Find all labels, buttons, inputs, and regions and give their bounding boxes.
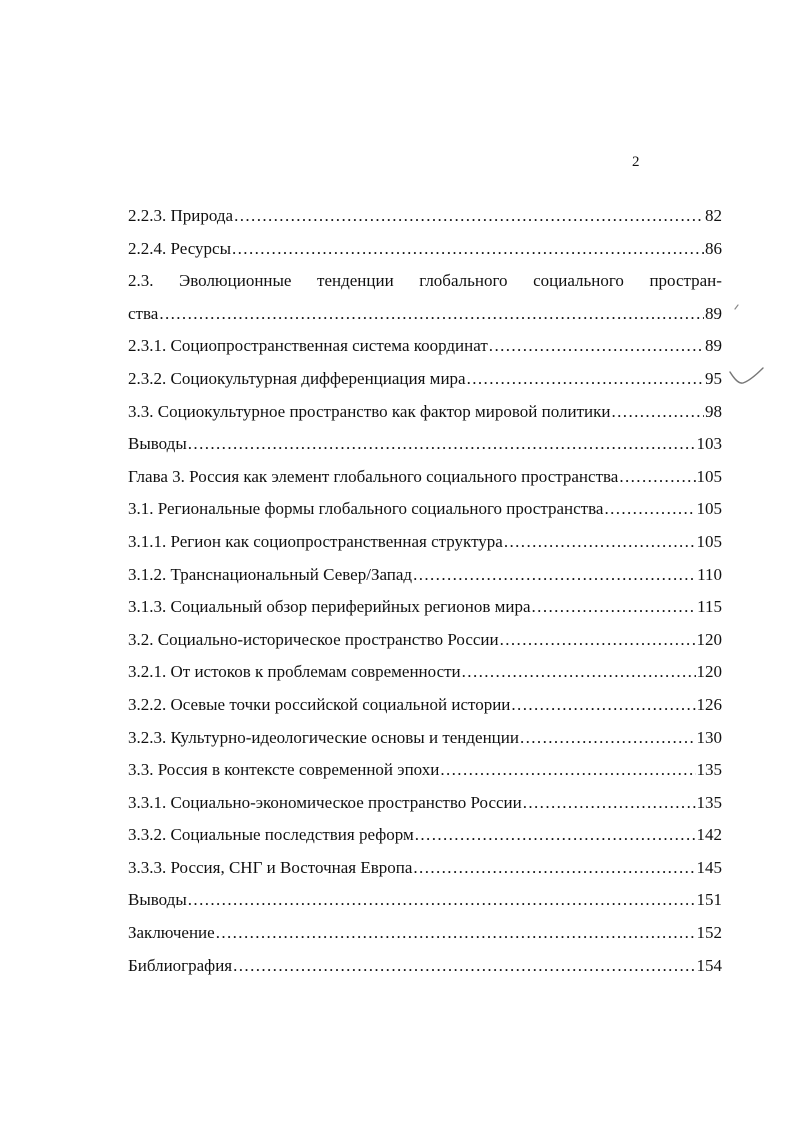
toc-entry-title: 3.3.1. Социально-экономическое пространство России xyxy=(128,792,522,812)
toc-dot-leader xyxy=(415,819,696,852)
toc-dot-leader xyxy=(216,917,696,950)
toc-entry xyxy=(128,396,722,429)
toc-entry-title: 2.2.4. Ресурсы xyxy=(128,238,231,258)
toc-dot-leader xyxy=(532,591,697,624)
toc-entry-page: 105 xyxy=(696,499,722,519)
toc-entry-title: 3.3. Социокультурное пространство как фактор мировой политики xyxy=(128,401,611,421)
toc-entry xyxy=(128,917,722,950)
toc-entry-title: 3.3.3. Россия, СНГ и Восточная Европа xyxy=(128,857,413,877)
toc-entry-page: 89 xyxy=(705,303,722,323)
toc-dot-leader xyxy=(520,722,696,755)
toc-entry-page: 103 xyxy=(696,434,722,454)
toc-dot-leader xyxy=(467,363,704,396)
toc-dot-leader xyxy=(612,396,705,429)
toc-entry-page: 145 xyxy=(696,857,722,877)
toc-entry-page: 120 xyxy=(696,662,722,682)
toc-entry xyxy=(128,884,722,917)
toc-dot-leader xyxy=(233,950,695,983)
toc-dot-leader xyxy=(500,624,696,657)
toc-entry-page: 135 xyxy=(696,792,722,812)
toc-entry-page: 98 xyxy=(705,401,722,421)
toc-entry-title: 3.1.2. Транснациональный Север/Запад xyxy=(128,564,413,584)
toc-dot-leader xyxy=(604,493,695,526)
toc-entry xyxy=(128,787,722,820)
toc-entry xyxy=(128,819,722,852)
toc-dot-leader xyxy=(489,330,704,363)
toc-title-word: Эволюционные xyxy=(179,271,292,291)
table-of-contents xyxy=(128,200,722,982)
toc-entry-title: 3.2.2. Осевые точки российской социальной истории xyxy=(128,694,511,714)
toc-entry-title: 3.1.3. Социальный обзор периферийных регионов мира xyxy=(128,597,531,617)
toc-entry-title: 3.1. Региональные формы глобального социального пространства xyxy=(128,499,604,519)
toc-entry xyxy=(128,330,722,363)
toc-dot-leader xyxy=(159,298,704,331)
toc-entry-title: 3.3.2. Социальные последствия реформ xyxy=(128,825,414,845)
toc-entry xyxy=(128,950,722,983)
toc-entry-title: ства xyxy=(128,303,159,323)
toc-dot-leader xyxy=(504,526,696,559)
toc-title-word: социального xyxy=(533,271,624,291)
toc-entry-page: 151 xyxy=(696,890,722,910)
toc-entry xyxy=(128,754,722,787)
toc-entry-title: 3.2.1. От истоков к проблемам современности xyxy=(128,662,461,682)
toc-dot-leader xyxy=(232,233,704,266)
toc-entry xyxy=(128,722,722,755)
toc-entry-title: Библиография xyxy=(128,955,233,975)
toc-dot-leader xyxy=(462,656,696,689)
toc-title-word: глобального xyxy=(419,271,508,291)
toc-entry xyxy=(128,200,722,233)
toc-entry-title: 2.3.2. Социокультурная дифференциация мира xyxy=(128,368,466,388)
toc-entry xyxy=(128,656,722,689)
toc-entry-page: 142 xyxy=(696,825,722,845)
toc-dot-leader xyxy=(523,787,696,820)
toc-entry xyxy=(128,493,722,526)
toc-entry-page: 82 xyxy=(705,206,722,225)
toc-entry-title: 3.3. Россия в контексте современной эпохи xyxy=(128,760,440,780)
toc-entry-page: 95 xyxy=(705,368,722,388)
toc-entry xyxy=(128,591,722,624)
toc-entry xyxy=(128,559,722,592)
pencil-tick-mark xyxy=(727,364,767,388)
toc-entry xyxy=(128,298,722,331)
toc-title-word: тенденции xyxy=(317,271,394,291)
toc-entry-title: 3.2. Социально-историческое пространство России xyxy=(128,629,499,649)
toc-entry xyxy=(128,461,722,494)
toc-entry-title: 3.2.3. Культурно-идеологические основы и тенденции xyxy=(128,727,519,747)
toc-dot-leader xyxy=(619,461,695,494)
toc-dot-leader xyxy=(413,852,695,885)
toc-entry xyxy=(128,689,722,722)
toc-entry-page: 135 xyxy=(696,760,722,780)
toc-entry xyxy=(128,624,722,657)
toc-entry-wrapped-first-line xyxy=(128,265,722,298)
toc-entry-page: 154 xyxy=(696,955,722,975)
toc-entry-page: 120 xyxy=(696,629,722,649)
page-number: 2 xyxy=(632,154,640,170)
toc-entry xyxy=(128,526,722,559)
toc-entry-title: Выводы xyxy=(128,434,187,454)
toc-entry xyxy=(128,233,722,266)
toc-entry-title: Глава 3. Россия как элемент глобального социального пространства xyxy=(128,466,619,486)
toc-dot-leader xyxy=(188,428,696,461)
toc-entry-page: 126 xyxy=(696,694,722,714)
toc-title-word: 2.3. xyxy=(128,271,154,291)
toc-entry-page: 152 xyxy=(696,923,722,943)
toc-dot-leader xyxy=(234,200,704,233)
pencil-dot-mark xyxy=(732,302,742,312)
toc-entry-page: 105 xyxy=(696,466,722,486)
toc-entry-title: Заключение xyxy=(128,923,215,943)
toc-title-word: простран- xyxy=(649,271,722,291)
toc-entry-title: 3.1.1. Регион как социопространственная структура xyxy=(128,531,503,551)
toc-entry-page: 115 xyxy=(697,597,722,617)
toc-dot-leader xyxy=(440,754,695,787)
toc-entry-title: 2.3.1. Социопространственная система координат xyxy=(128,336,488,356)
toc-entry xyxy=(128,363,722,396)
toc-entry-page: 89 xyxy=(705,336,722,356)
toc-entry-page: 110 xyxy=(697,564,722,584)
toc-entry-title: Выводы xyxy=(128,890,187,910)
toc-dot-leader xyxy=(413,559,696,592)
toc-entry-page: 130 xyxy=(696,727,722,747)
toc-entry-title: 2.2.3. Природа xyxy=(128,206,234,225)
toc-dot-leader xyxy=(511,689,695,722)
toc-entry xyxy=(128,428,722,461)
toc-entry xyxy=(128,852,722,885)
toc-entry-page: 105 xyxy=(696,531,722,551)
toc-dot-leader xyxy=(188,884,696,917)
toc-entry-page: 86 xyxy=(705,238,722,258)
